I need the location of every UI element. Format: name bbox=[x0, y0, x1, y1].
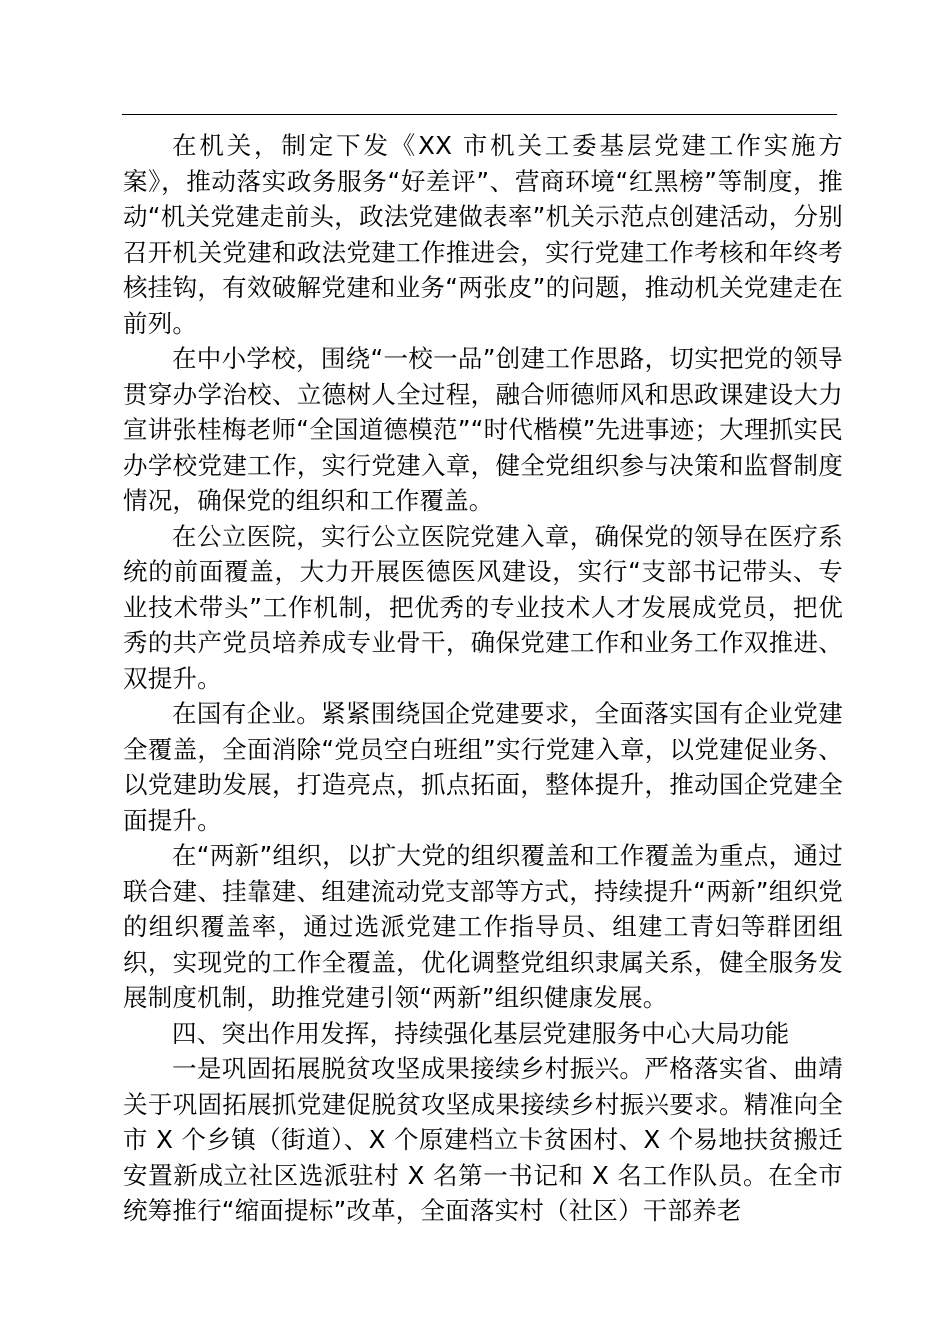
paragraph-public-hospitals: 在公立医院，实行公立医院党建入章，确保党的领导在医疗系统的前面覆盖，大力开展医德医风建设，实行“支部书记带头、专业技术带头”工作机制，把优秀的专业技术人才发展成党员，把优秀的共产党员培养成专业骨干，确保党建工作和业务工作双推进、双提升。 bbox=[123, 521, 843, 693]
paragraph-two-new-organizations: 在“两新”组织，以扩大党的组织覆盖和工作覆盖为重点，通过联合建、挂靠建、组建流动党支部等方式，持续提升“两新”组织党的组织覆盖率，通过选派党建工作指导员、组建工青妇等群团组织，实现党的工作全覆盖，优化调整党组织隶属关系，健全服务发展制度机制，助推党建引领“两新”组织健康发展。 bbox=[123, 841, 843, 1012]
paragraph-government-agencies: 在机关，制定下发《XX 市机关工委基层党建工作实施方案》，推动落实政务服务“好差评”、营商环境“红黑榜”等制度，推动“机关党建走前头，政法党建做表率”机关示范点创建活动，分别召开机关党建和政法党建工作推进会，实行党建工作考核和年终考核挂钩，有效破解党建和业务“两张皮”的问题，推动机关党建走在前列。 bbox=[123, 131, 843, 338]
header-rule bbox=[122, 114, 837, 115]
section-heading-four: 四、突出作用发挥，持续强化基层党建服务中心大局功能 bbox=[172, 1018, 790, 1048]
document-body bbox=[123, 128, 843, 1229]
paragraph-poverty-alleviation: 一是巩固拓展脱贫攻坚成果接续乡村振兴。严格落实省、曲靖关于巩固拓展抓党建促脱贫攻坚成果接续乡村振兴要求。精准向全市 X 个乡镇（街道）、X 个原建档立卡贫困村、X 个易地扶贫搬迁安置新成立社区选派驻村 X 名第一书记和 X 名工作队员。在全市统筹推行“缩面提标”改革，全面落实村（社区）干部养老 bbox=[123, 1054, 843, 1225]
paragraph-state-enterprises: 在国有企业。紧紧围绕国企党建要求，全面落实国有企业党建全覆盖，全面消除“党员空白班组”实行党建入章，以党建促业务、以党建助发展，打造亮点，抓点拓面，整体提升，推动国企党建全面提升。 bbox=[123, 699, 843, 835]
paragraph-schools: 在中小学校，围绕“一校一品”创建工作思路，切实把党的领导贯穿办学治校、立德树人全过程，融合师德师风和思政课建设大力宣讲张桂梅老师“全国道德模范”“时代楷模”先进事迹；大理抓实民办学校党建工作，实行党建入章，健全党组织参与决策和监督制度情况，确保党的组织和工作覆盖。 bbox=[123, 344, 843, 515]
